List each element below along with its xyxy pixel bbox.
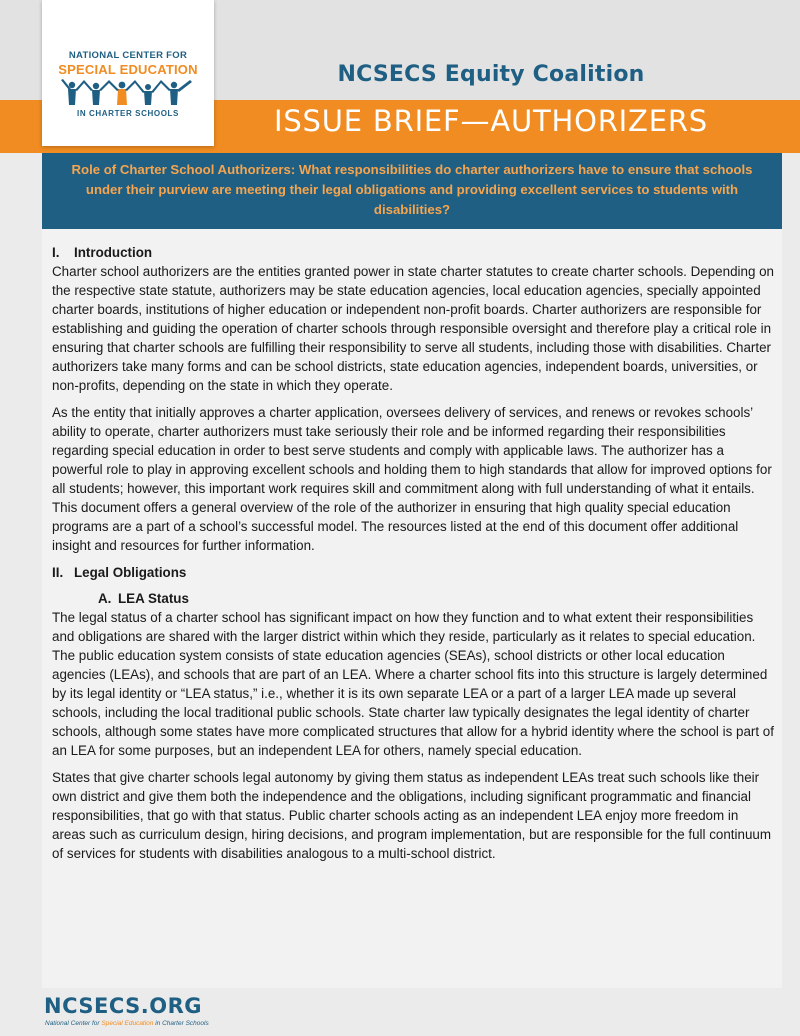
footer-tagline [45,1020,209,1027]
people-holding-hands-icon [58,77,198,109]
section-number: I. [52,245,60,260]
ncsecs-logo[interactable] [42,0,214,146]
logo-line-3: IN CHARTER SCHOOLS [77,109,179,118]
subsection-number: A. [98,591,112,606]
tagline-accent: Special Education [101,1020,154,1027]
footer-site-link[interactable]: NCSECS.ORG [44,994,203,1018]
logo-line-1: NATIONAL CENTER FOR [68,50,188,61]
question-banner [42,153,782,229]
logo-line-2: SPECIAL EDUCATION [58,62,198,77]
document-body [42,229,782,988]
tagline-part: National Center for [45,1020,102,1027]
paragraph: As the entity that initially approves a charter application, oversees delivery of services, and renews or revokes schools’ ability to operate, charter authorizers must take seriously their role and be informed regarding their responsibilities regarding special education in order to best serve students and comply with applicable laws. The authorizer has a powerful role to play in approving excellent schools and holding them to high standards that allow for improved options for all students; however, this important work requires skill and commitment along with full understanding of what it entails. This document offers a general overview of the role of the authorizer in ensuring that high quality special education programs are a part of a school’s successful model. The resources listed at the end of this document offer additional insight and resources for further information. [52,405,772,553]
section-heading-legal-obligations [52,563,774,582]
paragraph: States that give charter schools legal autonomy by giving them status as independent LEAs treat such schools like their own district and give them both the independence and the obligations, including significant programmatic and financial responsibilities, that go with that status. Public charter schools acting as an independent LEA enjoy more freedom in areas such as curriculum design, hiring decisions, and program implementation, but are responsible for the full continuum of services for students with disabilities analogous to a multi-school district. [52,770,772,861]
section-title: Legal Obligations [74,565,187,580]
paragraph: The legal status of a charter school has significant impact on how they function and to what extent their responsibilities and obligations are shared with the larger district within which they reside, particularly as it relates to special education. The public education system consists of state education agencies (SEAs), school districts or other local education agencies (LEAs), and schools that are part of an LEA. Where a charter school fits into this structure is largely determined by its legal identity or “LEA status,” i.e., whether it is its own separate LEA or a part of a larger LEA made up several schools, including the local traditional public schools. State charter law typically designates the legal identity of charter schools, although some states have more complicated structures that allow for a hybrid identity where the school is part of an LEA for some purposes, but an independent LEA for others, namely special education. [52,610,774,758]
section-number: II. [52,565,64,580]
tagline-part: in Charter Schools [153,1020,209,1027]
section-heading-introduction [52,243,774,262]
issue-brief-title: ISSUE BRIEF—AUTHORIZERS [273,104,708,138]
subsection-title: LEA Status [118,591,189,606]
subsection-heading-lea-status [98,589,774,608]
paragraph: Charter school authorizers are the entities granted power in state charter statutes to create charter schools. Depending on the respective state statute, authorizers may be state education agencies, local education agencies, specially appointed charter boards, institutions of higher education or independent non-profit boards. Charter authorizers are responsible for establishing and guiding the operation of charter schools through responsible oversight and therefore play a critical role in ensuring that charter schools are fulfilling their responsibility to serve all students, including those with disabilities. Charter authorizers take many forms and can be school districts, state education agencies, independent boards, universities, or non-profits, depending on the state in which they operate. [52,264,775,393]
banner-text: Role of Charter School Authorizers: What responsibilities do charter authorizers have to ensure that schools under their purview are meeting their legal obligations and providing excellent services to students with disabilities? [71,162,753,217]
coalition-title: NCSECS Equity Coalition [337,62,645,87]
section-title: Introduction [74,245,153,260]
